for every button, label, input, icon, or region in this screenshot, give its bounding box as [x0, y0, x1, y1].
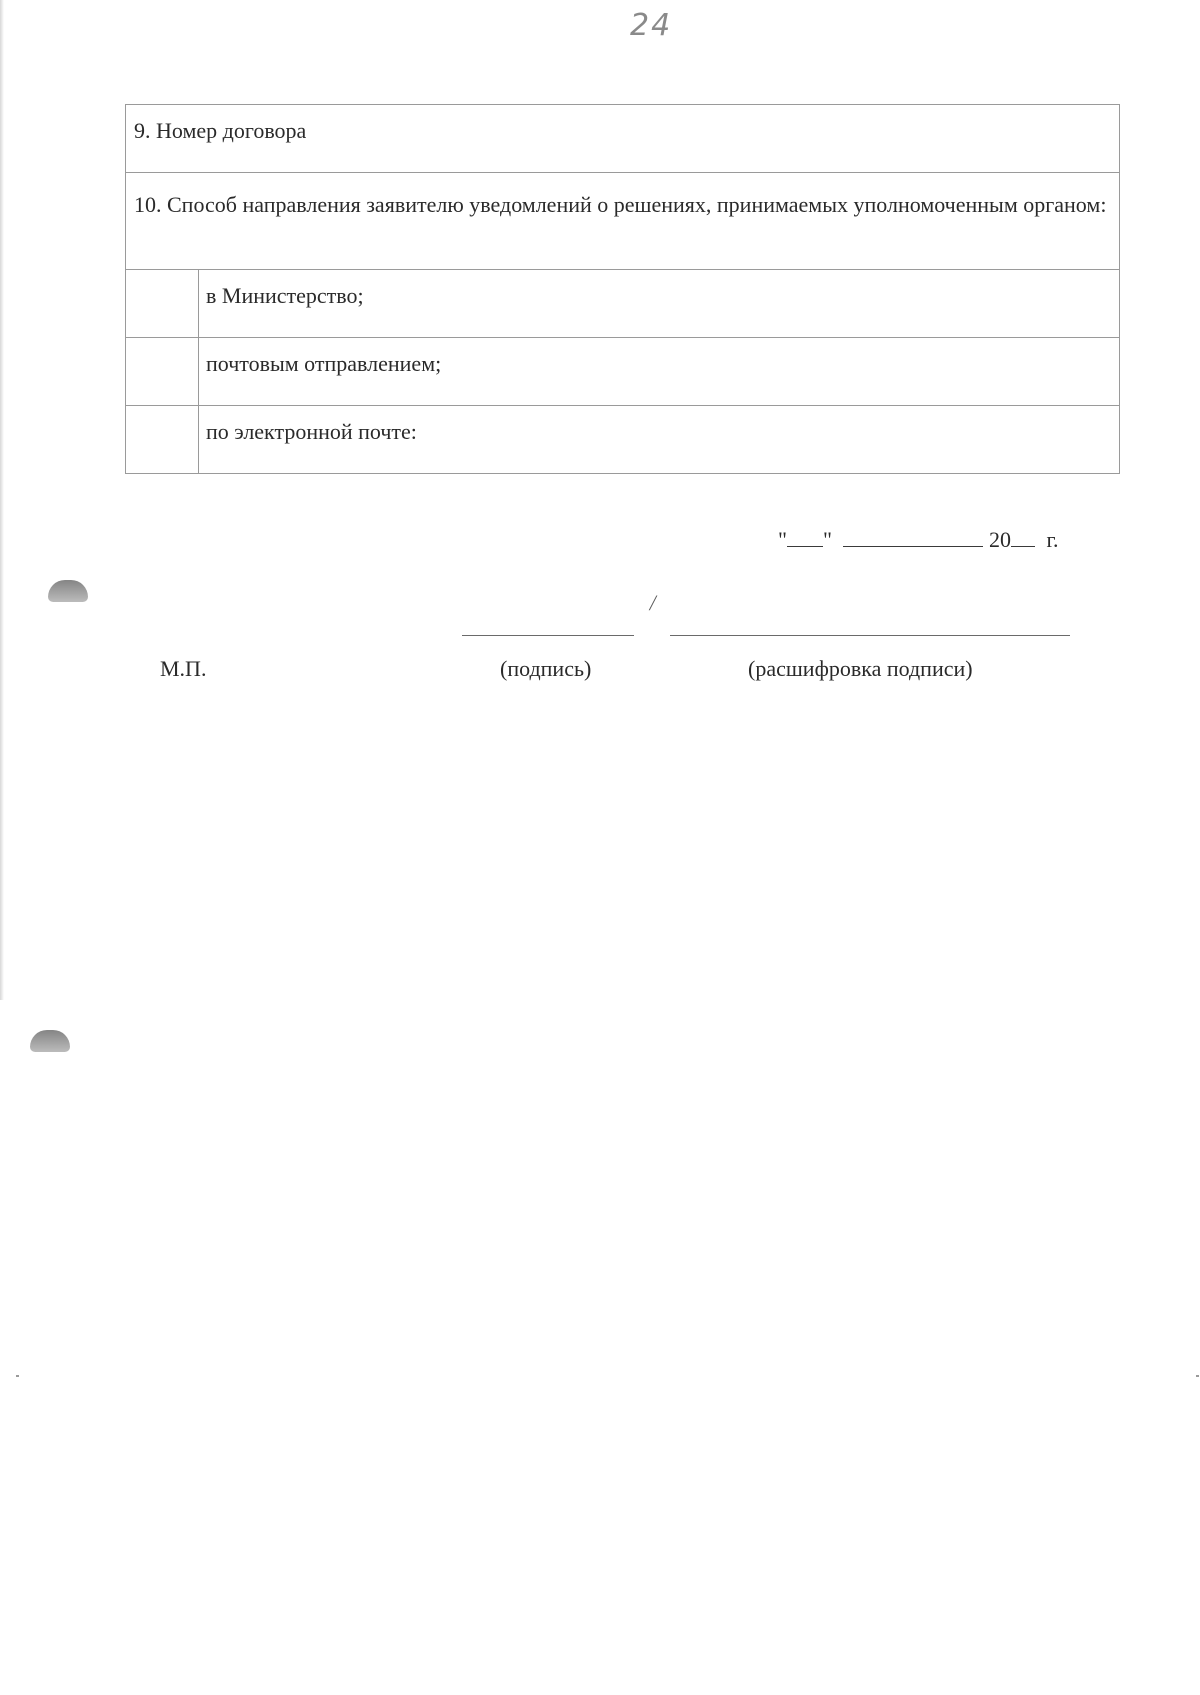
option-checkbox-post[interactable] [126, 338, 199, 406]
signature-decoding-line[interactable] [670, 635, 1070, 636]
notification-method-cell [126, 173, 1120, 270]
punch-hole-upper [48, 580, 88, 602]
decoding-caption: (расшифровка подписи) [748, 656, 973, 681]
option-checkbox-ministry[interactable] [126, 270, 199, 338]
punch-hole-lower [30, 1030, 70, 1052]
option-label-ministry: в Министерство; [206, 283, 364, 308]
stamp-label: М.П. [160, 656, 207, 681]
scan-speck-right [1196, 1375, 1199, 1377]
contract-number-cell[interactable] [126, 105, 1120, 173]
notification-method-label: 10. Способ направления заявителю уведомлений о решениях, принимаемых уполномоченным органом: [134, 192, 1107, 217]
option-row-post [126, 338, 1120, 406]
scan-speck-left [16, 1375, 19, 1377]
signature-line[interactable] [462, 635, 634, 636]
application-form-table [125, 104, 1120, 474]
signature-caption: (подпись) [500, 656, 592, 681]
year-blank[interactable] [1011, 526, 1035, 547]
contract-number-label: 9. Номер договора [134, 118, 307, 143]
date-open-quote: " [778, 527, 787, 552]
year-suffix: г. [1046, 527, 1059, 552]
contract-number-row [126, 105, 1120, 173]
day-blank[interactable] [787, 526, 823, 547]
page-edge-shadow [0, 0, 4, 1000]
notification-method-row [126, 173, 1120, 270]
option-checkbox-email[interactable] [126, 406, 199, 474]
page-number: 24 [630, 8, 673, 43]
option-cell-email[interactable] [199, 406, 1120, 474]
option-cell-ministry [199, 270, 1120, 338]
option-row-email [126, 406, 1120, 474]
signature-separator: / [647, 590, 659, 615]
date-close-quote: " [822, 527, 832, 552]
year-prefix: 20 [988, 527, 1011, 552]
option-label-email: по электронной почте: [206, 419, 417, 444]
option-cell-post [199, 338, 1120, 406]
option-row-ministry [126, 270, 1120, 338]
date-line [778, 526, 1059, 553]
month-blank[interactable] [843, 526, 983, 547]
option-label-post: почтовым отправлением; [206, 351, 442, 376]
